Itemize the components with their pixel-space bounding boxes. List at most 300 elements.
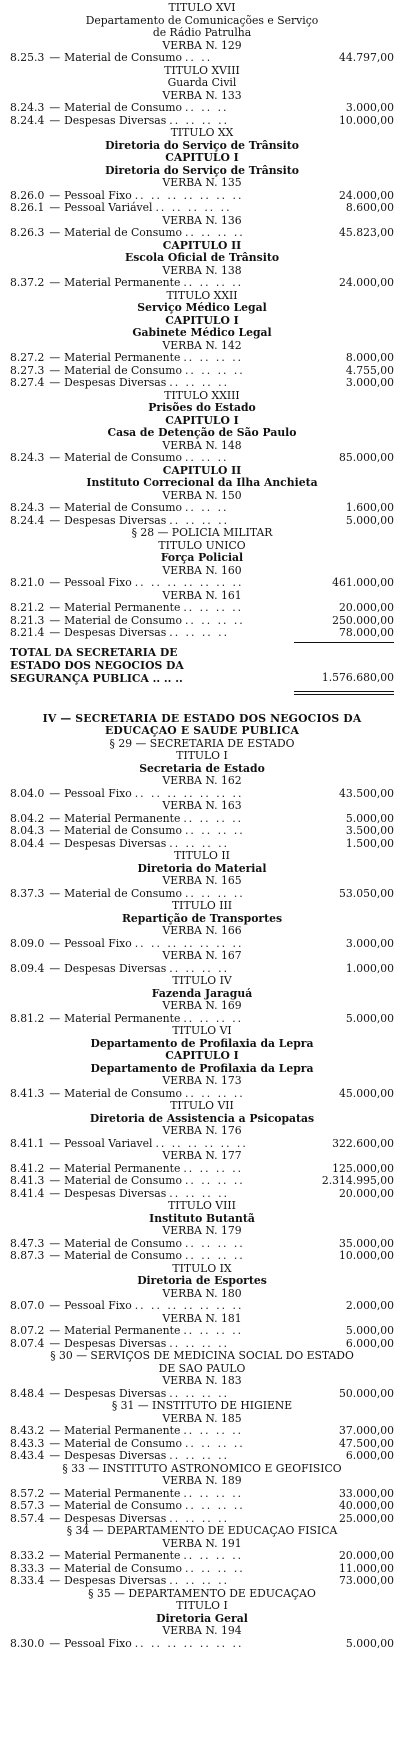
budget-description: Material Permanente [64,1011,181,1025]
budget-description: Pessoal Variável [64,201,153,214]
budget-row [10,1188,394,1201]
budget-amount: 250.000,00 [332,613,394,627]
heading-line: § 29 — SECRETARIA DE ESTADO [109,737,295,750]
budget-row [10,377,394,390]
budget-amount: 125.000,00 [332,1161,394,1175]
budget-code: 8.41.2 [10,1161,45,1175]
budget-row [10,838,394,851]
budget-amount: 1.000,00 [345,961,394,975]
budget-description: Material de Consumo [64,101,182,114]
budget-row [10,577,394,590]
leader-dots: .. .. .. .. [169,114,230,127]
total-label-line: SEGURANÇA PUBLICA .. .. .. [10,671,183,685]
row-dash: — [49,451,61,464]
row-dash: — [49,1636,61,1650]
budget-description: Pessoal Fixo [64,188,132,202]
heading-line: § 31 — INSTITUTO DE HIGIENE [111,1400,293,1412]
budget-amount: 3.000,00 [345,936,394,950]
budget-row [10,102,394,115]
total-amount: 1.576.680,00 [321,671,394,684]
budget-row [10,825,394,838]
budget-code: 8.26.1 [10,201,45,214]
budget-row [10,627,394,640]
budget-description: Despesas Diversas [64,113,167,127]
leader-dots: .. .. .. .. [183,277,244,289]
budget-amount: 53.050,00 [339,886,394,900]
budget-code: 8.07.0 [10,1299,45,1312]
row-dash: — [49,1424,61,1437]
budget-amount: 73.000,00 [339,1574,394,1587]
budget-amount: 8.000,00 [345,351,394,364]
budget-amount: 3.000,00 [345,101,394,114]
budget-code: 8.33.4 [10,1574,45,1587]
heading-line: VERBA N. 191 [162,1537,242,1550]
budget-description: Despesas Diversas [64,836,167,850]
budget-description: Material de Consumo [64,501,182,514]
budget-description: Material de Consumo [64,51,182,64]
budget-row [10,1513,394,1526]
budget-description: Material Permanente [64,1486,181,1500]
section-heading: IV — SECRETARIA DE ESTADO DOS NEGOCIOS DA [42,712,362,725]
budget-description: Material Permanente [64,1424,181,1437]
section-heading: EDUCAÇÃO E SAUDE PUBLICA [104,725,300,737]
budget-code: 8.07.2 [10,1324,45,1337]
budget-code: 8.43.3 [10,1436,45,1450]
total-label-line: TOTAL DA SECRETARIA DE [10,645,178,659]
row-dash: — [49,201,61,214]
row-dash: — [49,811,61,825]
row-dash: — [49,1174,61,1187]
heading-line: Fazenda Jaraguá [151,987,253,1000]
budget-description: Despesas Diversas [64,1336,167,1350]
budget-code: 8.48.4 [10,1386,45,1400]
budget-row [10,1300,394,1313]
budget-amount: 3.500,00 [345,824,394,837]
heading-line: TITULO XXIII [164,389,240,402]
leader-dots: .. .. .. .. [169,1450,230,1462]
leader-dots: .. .. .. .. [183,1012,244,1025]
heading-line: Secretaria de Estado [139,762,265,775]
leader-dots: .. .. .. .. [184,1250,245,1262]
leader-dots: .. .. .. .. [169,1387,230,1400]
budget-code: 8.07.4 [10,1336,45,1350]
budget-amount: 1.500,00 [345,836,394,850]
budget-code: 8.33.3 [10,1561,45,1575]
row-dash: — [49,188,61,202]
budget-description: Material de Consumo [64,613,182,627]
leader-dots: .. .. .. .. [184,1237,245,1250]
budget-amount: 5.000,00 [345,811,394,825]
leader-dots: .. .. .. .. [183,1425,244,1437]
budget-row [10,352,394,365]
leader-dots: .. .. .. .. [184,614,245,627]
heading-line: VERBA N. 148 [162,439,242,452]
budget-amount: 5.000,00 [345,1636,394,1650]
budget-row [10,277,394,290]
heading-line: VERBA N. 136 [162,214,242,227]
budget-description: Material de Consumo [64,226,182,239]
budget-code: 8.87.3 [10,1249,45,1262]
leader-dots: .. .. [184,52,213,64]
heading-line: TITULO VI [172,1025,232,1037]
budget-row [10,1450,394,1463]
budget-amount: 40.000,00 [339,1499,394,1512]
budget-row [10,227,394,240]
heading-line: VERBA N. 138 [162,264,242,277]
heading-line: Departamento de Comunicações e Serviço [85,14,319,27]
leader-dots: .. .. .. .. [184,364,245,377]
budget-description: Material Permanente [64,276,181,289]
row-dash: — [49,786,61,800]
budget-code: 8.47.3 [10,1236,45,1250]
heading-line: Serviço Médico Legal [137,302,267,314]
row-dash: — [49,226,61,239]
row-dash: — [49,276,61,289]
budget-amount: 50.000,00 [339,1386,394,1400]
budget-code: 8.37.2 [10,276,45,289]
budget-code: 8.21.4 [10,626,45,639]
budget-row [10,1388,394,1401]
leader-dots: .. .. .. .. [169,962,230,975]
budget-description: Material Permanente [64,601,181,614]
leader-dots: .. .. .. .. .. .. .. [134,577,244,589]
heading-line: VERBA N. 133 [162,89,242,102]
row-dash: — [49,886,61,900]
heading-line: DE SÃO PAULO [158,1362,246,1375]
heading-line: TITULO VII [170,1100,234,1112]
heading-line: Diretoria do Serviço de Trânsito [105,139,299,152]
row-dash: — [49,1449,61,1462]
budget-amount: 20.000,00 [339,1186,394,1200]
budget-description: Despesas Diversas [64,1574,167,1587]
heading-line: TITULO III [171,900,232,912]
heading-line: VERBA N. 194 [162,1625,242,1637]
budget-description: Despesas Diversas [64,513,167,527]
budget-code: 8.25.3 [10,51,45,64]
budget-row [10,1500,394,1513]
heading-line: VERBA N. 150 [162,489,242,502]
budget-description: Pessoal Fixo [64,576,132,589]
budget-row [10,1325,394,1338]
heading-line: Instituto Butantã [149,1212,255,1225]
leader-dots: .. .. .. .. [183,1325,244,1337]
heading-line: VERBA N. 167 [162,950,242,962]
heading-line: CAPITULO II [162,239,242,252]
heading-line: VERBA N. 173 [162,1075,242,1087]
budget-description: Material Permanente [64,1549,181,1562]
leader-dots: .. .. .. .. [183,1162,244,1175]
leader-dots: .. .. .. .. [184,1500,245,1512]
heading-line: § 35 — DEPARTAMENTO DE EDUCAÇÃO [88,1587,316,1600]
leader-dots: .. .. .. .. [169,1512,230,1525]
budget-code: 8.04.4 [10,836,45,850]
heading-line: § 33 — INSTITUTO ASTRONOMICO E GEOFISICO [62,1462,342,1475]
total-block [10,646,394,685]
row-dash: — [49,824,61,837]
row-dash: — [49,1236,61,1250]
heading-line: VERBA N. 181 [162,1312,242,1325]
row-dash: — [49,1161,61,1175]
budget-amount: 5.000,00 [345,1011,394,1025]
leader-dots: .. .. .. .. .. .. .. [134,189,244,202]
heading-line: TITULO IX [172,1262,232,1275]
budget-amount: 47.500,00 [339,1436,394,1450]
leader-dots: .. .. .. .. [169,514,230,527]
leader-dots: .. .. .. .. [184,1087,245,1100]
heading-line: VERBA N. 160 [162,564,242,577]
heading-line: VERBA N. 129 [162,39,242,52]
heading-line: CAPITULO I [165,1050,239,1062]
leader-dots: .. .. .. .. .. .. .. [134,1637,244,1650]
heading-line: Departamento de Profilaxia da Lepra [90,1062,314,1075]
heading-line: Repartição de Transportes [121,912,283,925]
leader-dots: .. .. .. [184,102,229,114]
leader-dots: .. .. .. .. .. .. [155,1137,248,1150]
budget-description: Despesas Diversas [64,1449,167,1462]
row-dash: — [49,1299,61,1312]
leader-dots: .. .. .. [184,452,229,464]
budget-code: 8.09.0 [10,936,45,950]
budget-row [10,1550,394,1563]
budget-amount: 24.000,00 [339,276,394,289]
heading-line: VERBA N. 169 [162,1000,242,1012]
budget-code: 8.24.3 [10,451,45,464]
heading-line: CAPITULO I [165,414,239,427]
total-label [10,646,184,685]
budget-amount: 45.000,00 [339,1086,394,1100]
row-dash: — [49,513,61,527]
budget-description: Pessoal Fixo [64,1636,132,1650]
budget-code: 8.41.3 [10,1086,45,1100]
total-label-line: ESTADO DOS NEGOCIOS DA [10,658,184,672]
budget-amount: 35.000,00 [339,1236,394,1250]
heading-line: VERBA N. 185 [162,1412,242,1425]
row-dash: — [49,51,61,64]
budget-amount: 20.000,00 [339,1549,394,1562]
heading-line: Diretoria de Assistencia a Psicopatas [89,1112,315,1125]
budget-code: 8.24.4 [10,113,45,127]
budget-code: 8.30.0 [10,1636,45,1650]
budget-amount: 37.000,00 [339,1424,394,1437]
budget-amount: 44.797,00 [339,51,394,64]
budget-row [10,938,394,951]
budget-amount: 10.000,00 [339,1249,394,1262]
budget-code: 8.04.3 [10,824,45,837]
budget-code: 8.24.4 [10,513,45,527]
heading-line: CAPITULO I [165,314,239,327]
row-dash: — [49,936,61,950]
leader-dots: .. .. .. .. .. .. .. [134,787,244,800]
row-dash: — [49,836,61,850]
budget-description: Material de Consumo [64,1499,182,1512]
row-dash: — [49,1486,61,1500]
budget-row [10,1250,394,1263]
leader-dots: .. .. .. .. [183,812,244,825]
budget-description: Material de Consumo [64,886,182,900]
row-dash: — [49,613,61,627]
heading-line: VERBA N. 163 [162,800,242,812]
budget-amount: 322.600,00 [332,1136,394,1150]
budget-amount: 85.000,00 [339,451,394,464]
heading-line: Diretoria de Esportes [137,1275,267,1287]
budget-row [10,1138,394,1151]
heading-line: VERBA N. 177 [162,1150,242,1162]
budget-description: Pessoal Fixo [64,936,132,950]
heading-line: TITULO VIII [168,1200,236,1212]
budget-code: 8.33.2 [10,1549,45,1562]
leader-dots: .. .. .. .. [184,887,245,900]
budget-code: 8.37.3 [10,886,45,900]
budget-row [10,115,394,128]
heading-line: TITULO XX [170,127,234,139]
budget-row [10,1338,394,1351]
row-dash: — [49,363,61,377]
budget-code: 8.24.3 [10,501,45,514]
heading-line: TITULO XVI [168,2,236,14]
budget-code: 8.41.1 [10,1136,45,1150]
budget-description: Despesas Diversas [64,376,167,389]
heading-line: § 30 — SERVIÇOS DE MEDICINA SOCIAL DO ESTADO [50,1350,354,1362]
budget-description: Material de Consumo [64,451,182,464]
heading-line: TITULO XVIII [164,64,240,77]
budget-code: 8.09.4 [10,961,45,975]
heading-line: VERBA N. 180 [162,1287,242,1300]
row-dash: — [49,1561,61,1575]
budget-description: Pessoal Fixo [64,1299,132,1312]
budget-code: 8.57.4 [10,1511,45,1525]
leader-dots: .. .. .. .. [183,352,244,364]
budget-code: 8.27.2 [10,351,45,364]
budget-amount: 20.000,00 [339,601,394,614]
heading-line: TITULO I [176,1600,228,1612]
heading-line: VERBA N. 162 [162,775,242,787]
row-dash: — [49,1511,61,1525]
leader-dots: .. .. .. .. .. .. .. [134,937,244,950]
row-dash: — [49,1436,61,1450]
leader-dots: .. .. .. .. [169,1337,230,1350]
budget-code: 8.27.4 [10,376,45,389]
budget-amount: 10.000,00 [339,113,394,127]
leader-dots: .. .. .. .. [184,1175,245,1187]
budget-amount: 78.000,00 [339,626,394,639]
budget-code: 8.27.3 [10,363,45,377]
budget-code: 8.24.3 [10,101,45,114]
budget-amount: 24.000,00 [339,188,394,202]
budget-description: Pessoal Fixo [64,786,132,800]
leader-dots: .. .. .. .. .. [155,202,232,214]
heading-line: VERBA N. 166 [162,925,242,937]
row-dash: — [49,1324,61,1337]
budget-row [10,888,394,901]
heading-line: VERBA N. 189 [162,1475,242,1487]
budget-amount: 3.000,00 [345,376,394,389]
budget-amount: 25.000,00 [339,1511,394,1525]
budget-description: Despesas Diversas [64,1386,167,1400]
budget-row [10,788,394,801]
heading-line: Escola Oficial de Trânsito [124,252,280,264]
budget-row [10,1013,394,1026]
heading-line: TITULO IV [172,975,232,987]
heading-line: Guarda Civil [167,77,237,89]
budget-row [10,52,394,65]
budget-description: Material de Consumo [64,1086,182,1100]
budget-amount: 2.314.995,00 [321,1174,394,1187]
budget-row [10,1425,394,1438]
row-dash: — [49,1249,61,1262]
budget-description: Material de Consumo [64,1174,182,1187]
row-dash: — [49,1011,61,1025]
budget-amount: 33.000,00 [339,1486,394,1500]
budget-description: Despesas Diversas [64,1511,167,1525]
budget-code: 8.04.0 [10,786,45,800]
budget-row [10,1175,394,1188]
budget-code: 8.21.3 [10,613,45,627]
heading-line: Força Policial [160,552,244,564]
heading-line: de Rádio Patrulha [152,27,252,39]
budget-amount: 2.000,00 [345,1299,394,1312]
heading-line: § 34 — DEPARTAMENTO DE EDUCAÇÃO FISICA [66,1525,338,1537]
budget-code: 8.26.0 [10,188,45,202]
heading-line: CAPITULO I [165,152,239,164]
heading-line: Departamento de Profilaxia da Lepra [90,1037,314,1050]
budget-row [10,502,394,515]
leader-dots: .. .. .. [184,502,229,514]
heading-line: Gabinete Médico Legal [132,327,272,339]
leader-dots: .. .. .. .. [169,377,230,389]
heading-line: TITULO I [176,750,228,762]
budget-code: 8.43.2 [10,1424,45,1437]
budget-amount: 461.000,00 [332,576,394,589]
budget-code: 8.26.3 [10,226,45,239]
row-dash: — [49,601,61,614]
budget-code: 8.81.2 [10,1011,45,1025]
heading-line: TITULO II [174,850,230,862]
heading-line: TITULO XXII [166,289,238,302]
budget-description: Material de Consumo [64,1561,182,1575]
budget-description: Pessoal Variavel [64,1136,153,1150]
budget-code: 8.57.3 [10,1499,45,1512]
heading-line: VERBA N. 142 [162,339,242,352]
leader-dots: .. .. .. .. [184,1437,245,1450]
budget-row [10,1575,394,1588]
budget-row [10,602,394,615]
leader-dots: .. .. .. .. [184,1562,245,1575]
budget-description: Material de Consumo [64,1236,182,1250]
heading-line: Instituto Correcional da Ilha Anchieta [86,477,318,489]
row-dash: — [49,576,61,589]
budget-description: Material Permanente [64,351,181,364]
heading-line: VERBA N. 179 [162,1225,242,1237]
row-dash: — [49,1186,61,1200]
heading-line: VERBA N. 135 [162,177,242,189]
row-dash: — [49,113,61,127]
budget-amount: 4.755,00 [345,363,394,377]
leader-dots: .. .. .. .. [169,627,230,639]
budget-amount: 6.000,00 [345,1336,394,1350]
heading-line: § 28 — POLICIA MILITAR [131,527,273,539]
budget-description: Material de Consumo [64,1249,182,1262]
budget-amount: 43.500,00 [339,786,394,800]
heading-line: Prisões do Estado [148,402,256,414]
leader-dots: .. .. .. .. [183,1550,244,1562]
heading-line: VERBA N. 183 [162,1375,242,1387]
budget-description: Material de Consumo [64,824,182,837]
heading-line: VERBA N. 161 [162,589,242,602]
budget-amount: 8.600,00 [345,201,394,214]
budget-code: 8.21.0 [10,576,45,589]
row-dash: — [49,501,61,514]
leader-dots: .. .. .. .. [169,837,230,850]
